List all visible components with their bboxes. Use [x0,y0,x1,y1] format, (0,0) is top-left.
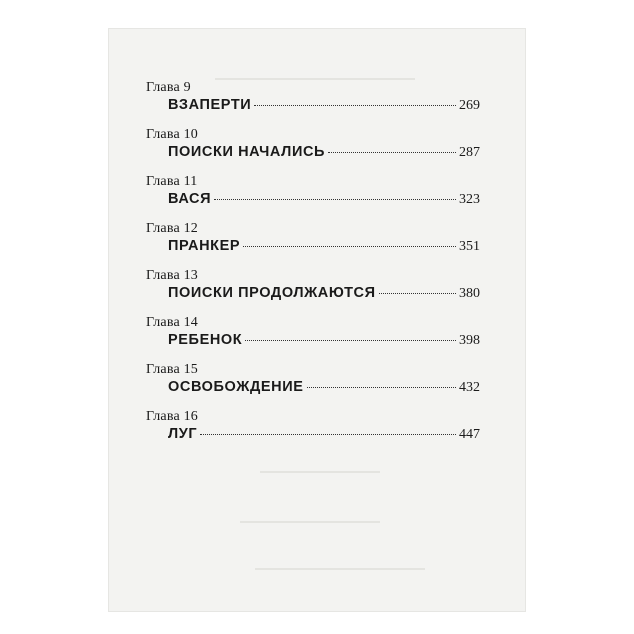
dot-leader [307,387,456,388]
toc-entry [146,268,480,315]
toc-line [168,97,480,114]
chapter-title: ПОИСКИ НАЧАЛИСЬ [168,144,326,160]
chapter-number: Глава 11 [146,174,198,189]
page-number: 287 [459,145,480,160]
page-number: 269 [459,98,480,113]
chapter-title: ВАСЯ [168,191,212,207]
dot-leader [214,199,456,200]
toc-entry [146,315,480,362]
dot-leader [243,246,456,247]
toc-entry [146,362,480,409]
toc-entry [146,174,480,221]
page-number: 323 [459,192,480,207]
page-number: 447 [459,427,480,442]
dot-leader [245,340,456,341]
dot-leader [200,434,456,435]
chapter-number: Глава 10 [146,127,198,142]
chapter-title: РЕБЕНОК [168,332,243,348]
table-of-contents [146,80,480,456]
toc-line [168,285,480,302]
page-number: 398 [459,333,480,348]
chapter-title: ПРАНКЕР [168,238,241,254]
toc-line [168,379,480,396]
chapter-number: Глава 9 [146,80,191,95]
chapter-title: ВЗАПЕРТИ [168,97,252,113]
page-number: 380 [459,286,480,301]
chapter-number: Глава 12 [146,221,198,236]
toc-entry [146,221,480,268]
chapter-number: Глава 16 [146,409,198,424]
toc-line [168,191,480,208]
chapter-title: ОСВОБОЖДЕНИЕ [168,379,304,395]
toc-line [168,332,480,349]
chapter-title: ЛУГ [168,426,198,442]
dot-leader [379,293,456,294]
chapter-number: Глава 14 [146,315,198,330]
toc-entry [146,80,480,127]
page-number: 351 [459,239,480,254]
chapter-title: ПОИСКИ ПРОДОЛЖАЮТСЯ [168,285,376,301]
dot-leader [328,152,456,153]
chapter-number: Глава 13 [146,268,198,283]
toc-line [168,238,480,255]
toc-line [168,426,480,443]
toc-entry [146,127,480,174]
chapter-number: Глава 15 [146,362,198,377]
dot-leader [254,105,456,106]
page-number: 432 [459,380,480,395]
toc-line [168,144,480,161]
toc-entry [146,409,480,456]
